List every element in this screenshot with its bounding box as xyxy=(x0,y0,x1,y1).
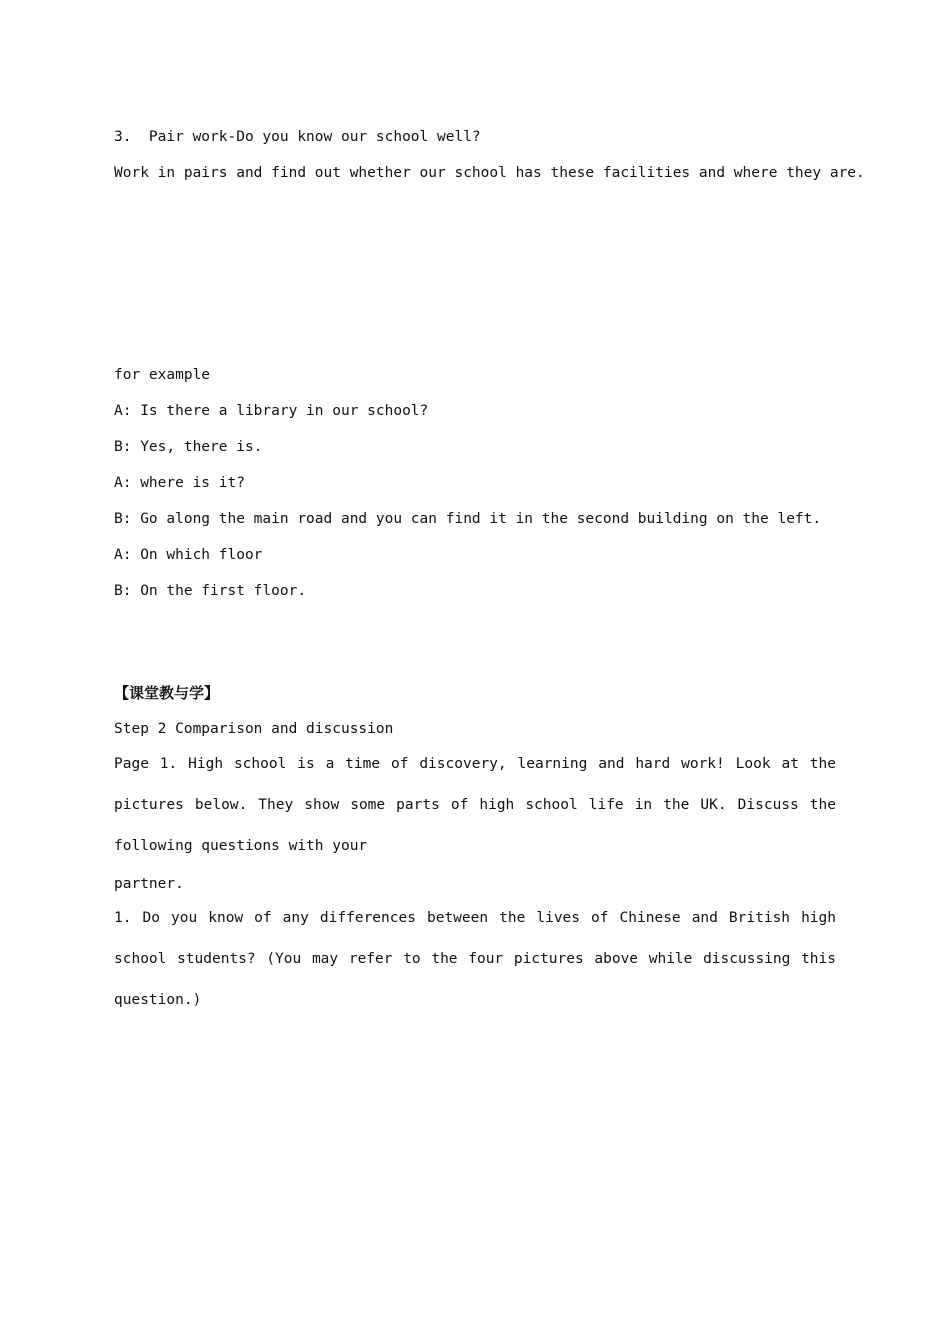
pair-work-instruction: Work in pairs and find out whether our school has these facilities and where they are. xyxy=(114,165,865,181)
dialogue-line: B: On the first floor. xyxy=(114,583,307,599)
example-label: for example xyxy=(114,367,211,383)
pair-work-title: 3. Pair work-Do you know our school well? xyxy=(114,129,481,145)
dialogue-line: A: On which floor xyxy=(114,547,263,563)
dialogue-line: B: Yes, there is. xyxy=(114,439,263,455)
question-1: 1. Do you know of any differences between the lives of Chinese and British high school students? (You may refer to the four pictures above while discussing this question.) xyxy=(114,910,836,1008)
dialogue-line: B: Go along the main road and you can find it in the second building on the left. xyxy=(114,511,822,527)
classroom-heading: 【课堂教与学】 xyxy=(114,684,220,702)
step-title: Step 2 Comparison and discussion xyxy=(114,721,394,737)
dialogue-line: A: where is it? xyxy=(114,475,245,491)
dialogue-line: A: Is there a library in our school? xyxy=(114,403,429,419)
page-intro-end: partner. xyxy=(114,876,184,892)
page-intro-paragraph: Page 1. High school is a time of discovery, learning and hard work! Look at the pictures below. They show some parts of high school life in the UK. Discuss the following questions with your xyxy=(114,756,836,854)
